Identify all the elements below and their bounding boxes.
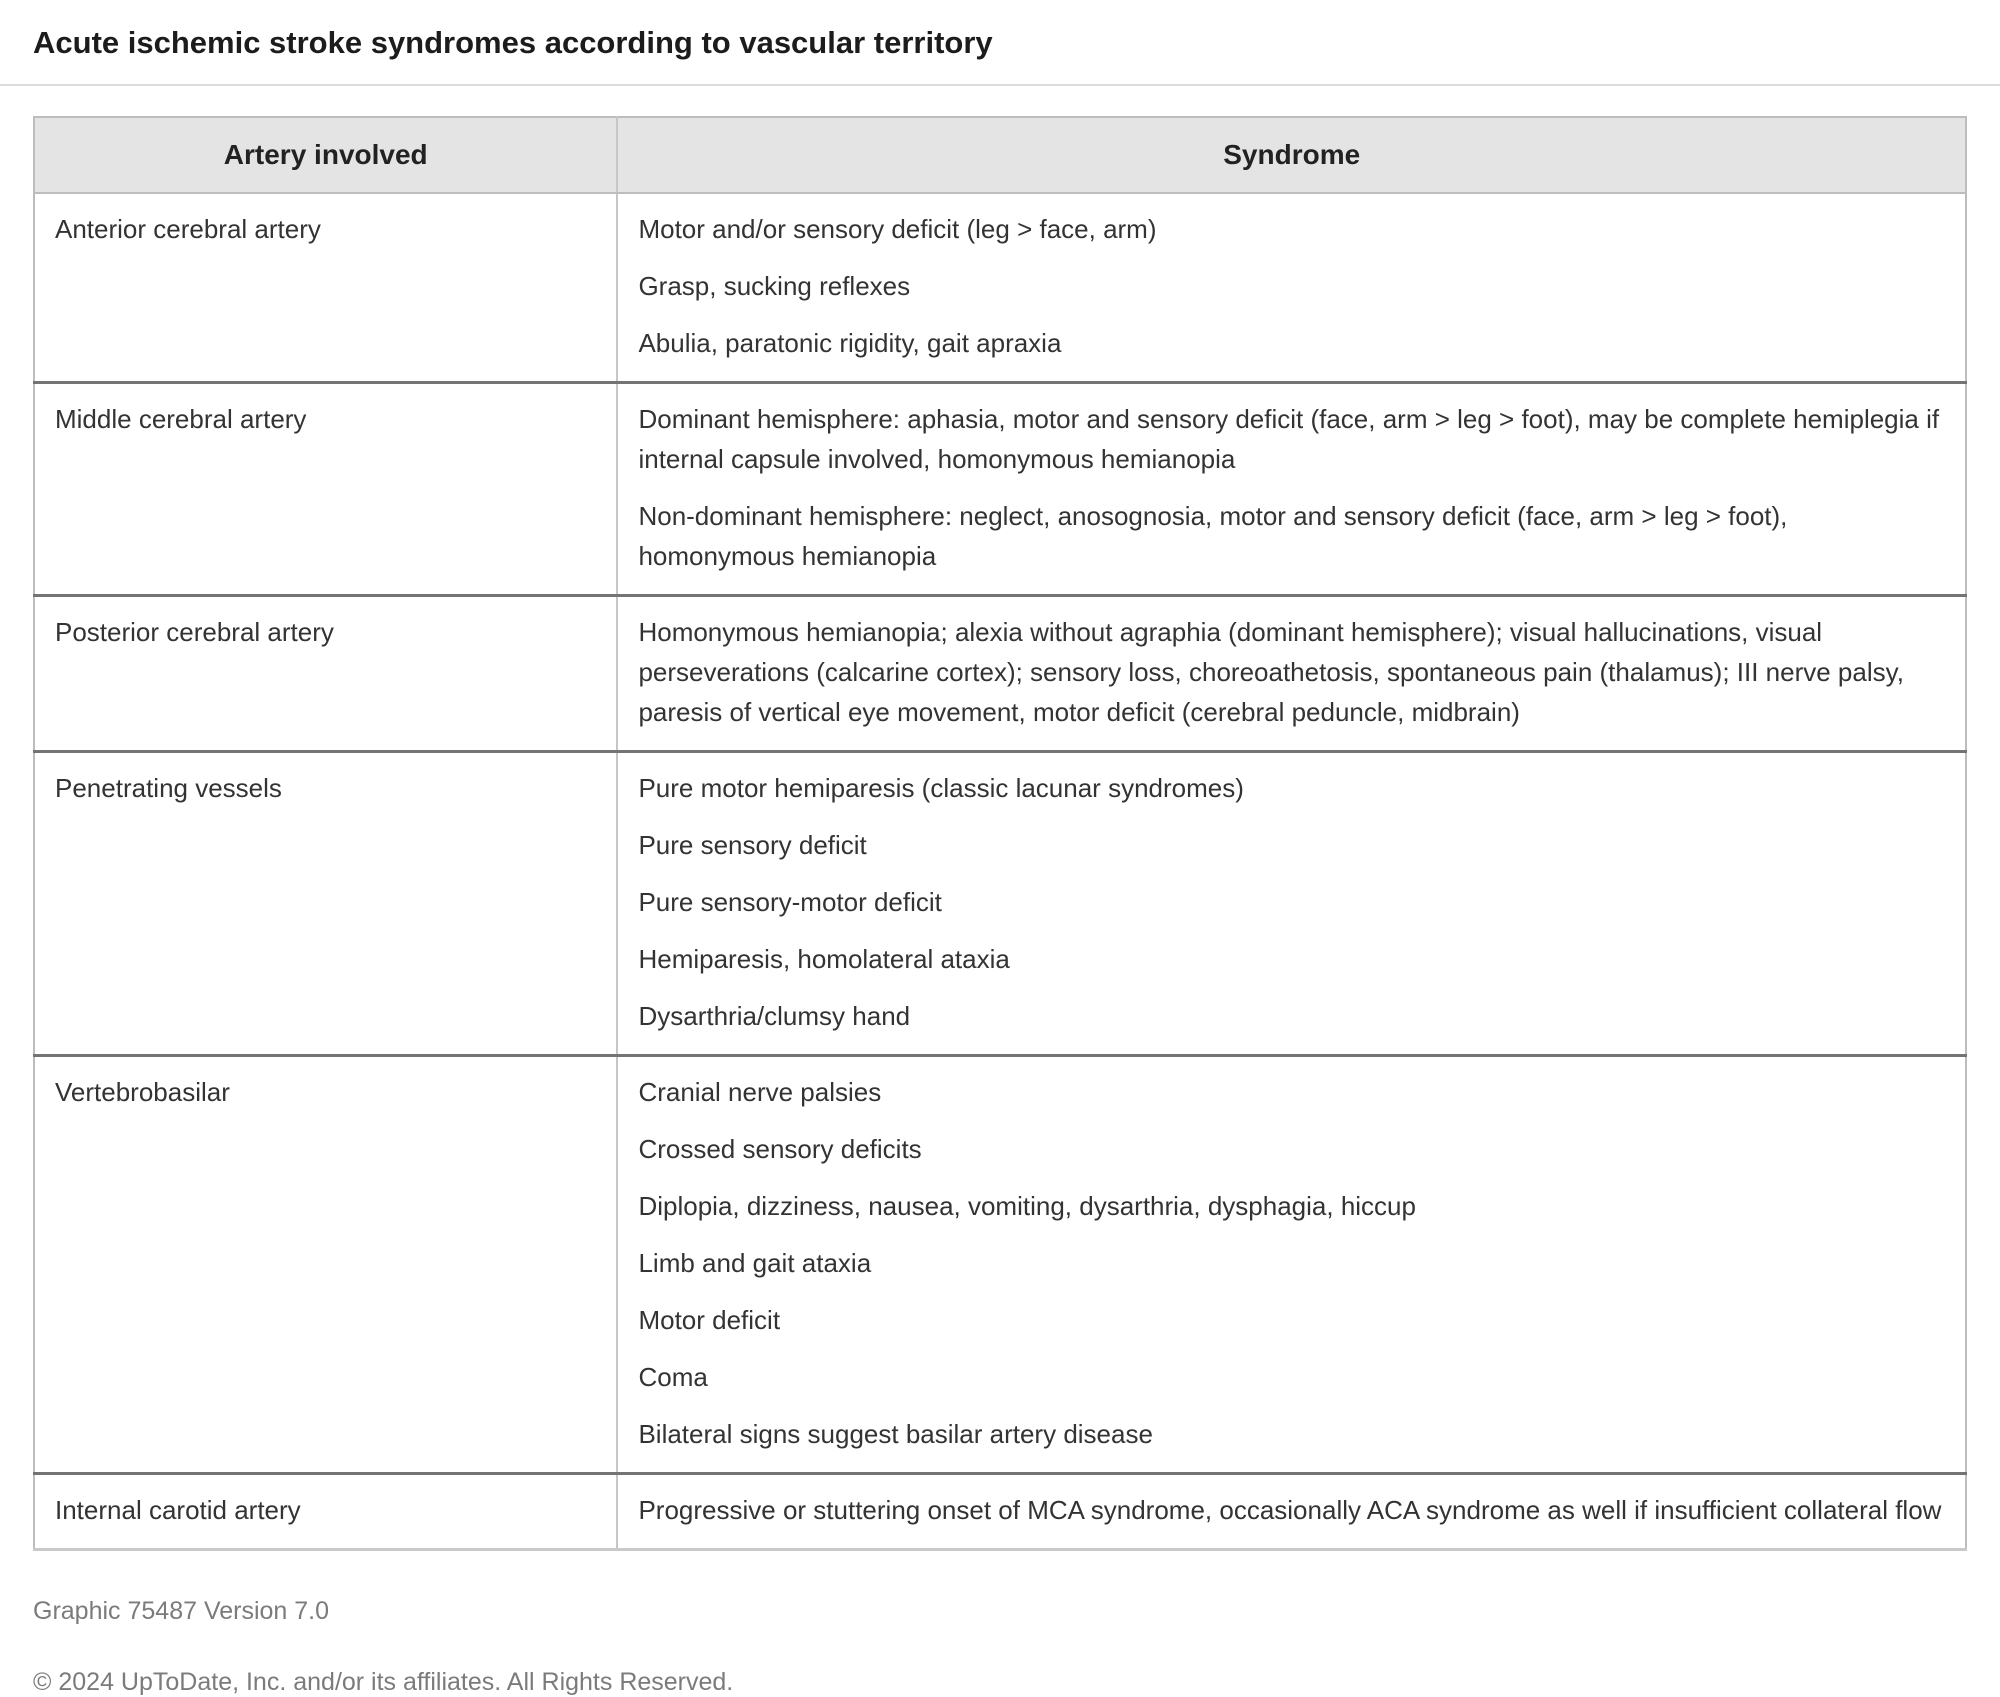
syndrome-text: Non-dominant hemisphere: neglect, anosognosia, motor and sensory deficit (face, arm > leg > foot), homonymous hemianopia: [638, 501, 1788, 571]
title-divider: [0, 84, 2000, 86]
table-row: [34, 752, 1966, 1056]
syndrome-text: Bilateral signs suggest basilar artery disease: [638, 1419, 1153, 1449]
artery-cell: Penetrating vessels: [34, 752, 617, 1056]
table-row: [34, 383, 1966, 596]
syndrome-text: Crossed sensory deficits: [638, 1134, 922, 1164]
table-row: [34, 596, 1966, 752]
copyright-notice: © 2024 UpToDate, Inc. and/or its affiliates. All Rights Reserved.: [33, 1668, 734, 1696]
artery-cell: Vertebrobasilar: [34, 1056, 617, 1474]
syndrome-text: Diplopia, dizziness, nausea, vomiting, dysarthria, dysphagia, hiccup: [638, 1191, 1416, 1221]
syndrome-cell: [617, 1056, 1966, 1474]
syndrome-text: Grasp, sucking reflexes: [638, 271, 911, 301]
syndrome-text: Dysarthria/clumsy hand: [638, 1001, 911, 1031]
syndrome-text: Coma: [638, 1362, 708, 1392]
syndrome-text: Hemiparesis, homolateral ataxia: [638, 944, 1010, 974]
syndrome-cell: [617, 596, 1966, 752]
syndrome-text: Pure motor hemiparesis (classic lacunar syndromes): [638, 773, 1244, 803]
syndrome-cell: [617, 383, 1966, 596]
syndrome-text: Homonymous hemianopia; alexia without agraphia (dominant hemisphere); visual hallucinations, visual perseverations (calcarine cortex); sensory loss, choreoathetosis, spontaneous pain (thalamus); III nerve palsy, paresis of vertical eye movement, motor deficit (cerebral peduncle, midbrain): [638, 617, 1904, 727]
column-header-artery: Artery involved: [34, 117, 617, 193]
syndrome-text: Motor and/or sensory deficit (leg > face, arm): [638, 214, 1157, 244]
syndrome-cell: [617, 752, 1966, 1056]
artery-cell: Posterior cerebral artery: [34, 596, 617, 752]
syndrome-text: Motor deficit: [638, 1305, 781, 1335]
syndrome-text: Progressive or stuttering onset of MCA syndrome, occasionally ACA syndrome as well if insufficient collateral flow: [638, 1495, 1942, 1525]
artery-cell: Internal carotid artery: [34, 1474, 617, 1550]
syndrome-text: Limb and gait ataxia: [638, 1248, 872, 1278]
table-row: [34, 193, 1966, 383]
syndrome-text: Abulia, paratonic rigidity, gait apraxia: [638, 328, 1062, 358]
artery-cell: Anterior cerebral artery: [34, 193, 617, 383]
syndrome-text: Cranial nerve palsies: [638, 1077, 882, 1107]
graphic-version: Graphic 75487 Version 7.0: [33, 1597, 330, 1625]
table-row: [34, 1474, 1966, 1550]
column-header-syndrome: Syndrome: [617, 117, 1966, 193]
table-row: [34, 1056, 1966, 1474]
syndrome-text: Dominant hemisphere: aphasia, motor and sensory deficit (face, arm > leg > foot), may be complete hemiplegia if internal capsule involved, homonymous hemianopia: [638, 404, 1940, 474]
syndrome-text: Pure sensory deficit: [638, 830, 867, 860]
stroke-syndromes-table-container: [33, 116, 1967, 1551]
syndrome-cell: [617, 1474, 1966, 1550]
page-title: Acute ischemic stroke syndromes according to vascular territory: [33, 25, 993, 60]
artery-cell: Middle cerebral artery: [34, 383, 617, 596]
table-body: [34, 193, 1966, 1550]
syndrome-cell: [617, 193, 1966, 383]
syndrome-text: Pure sensory-motor deficit: [638, 887, 942, 917]
footer: [0, 1597, 2000, 1697]
header-row: [34, 117, 1966, 193]
stroke-syndromes-table: [33, 116, 1967, 1551]
